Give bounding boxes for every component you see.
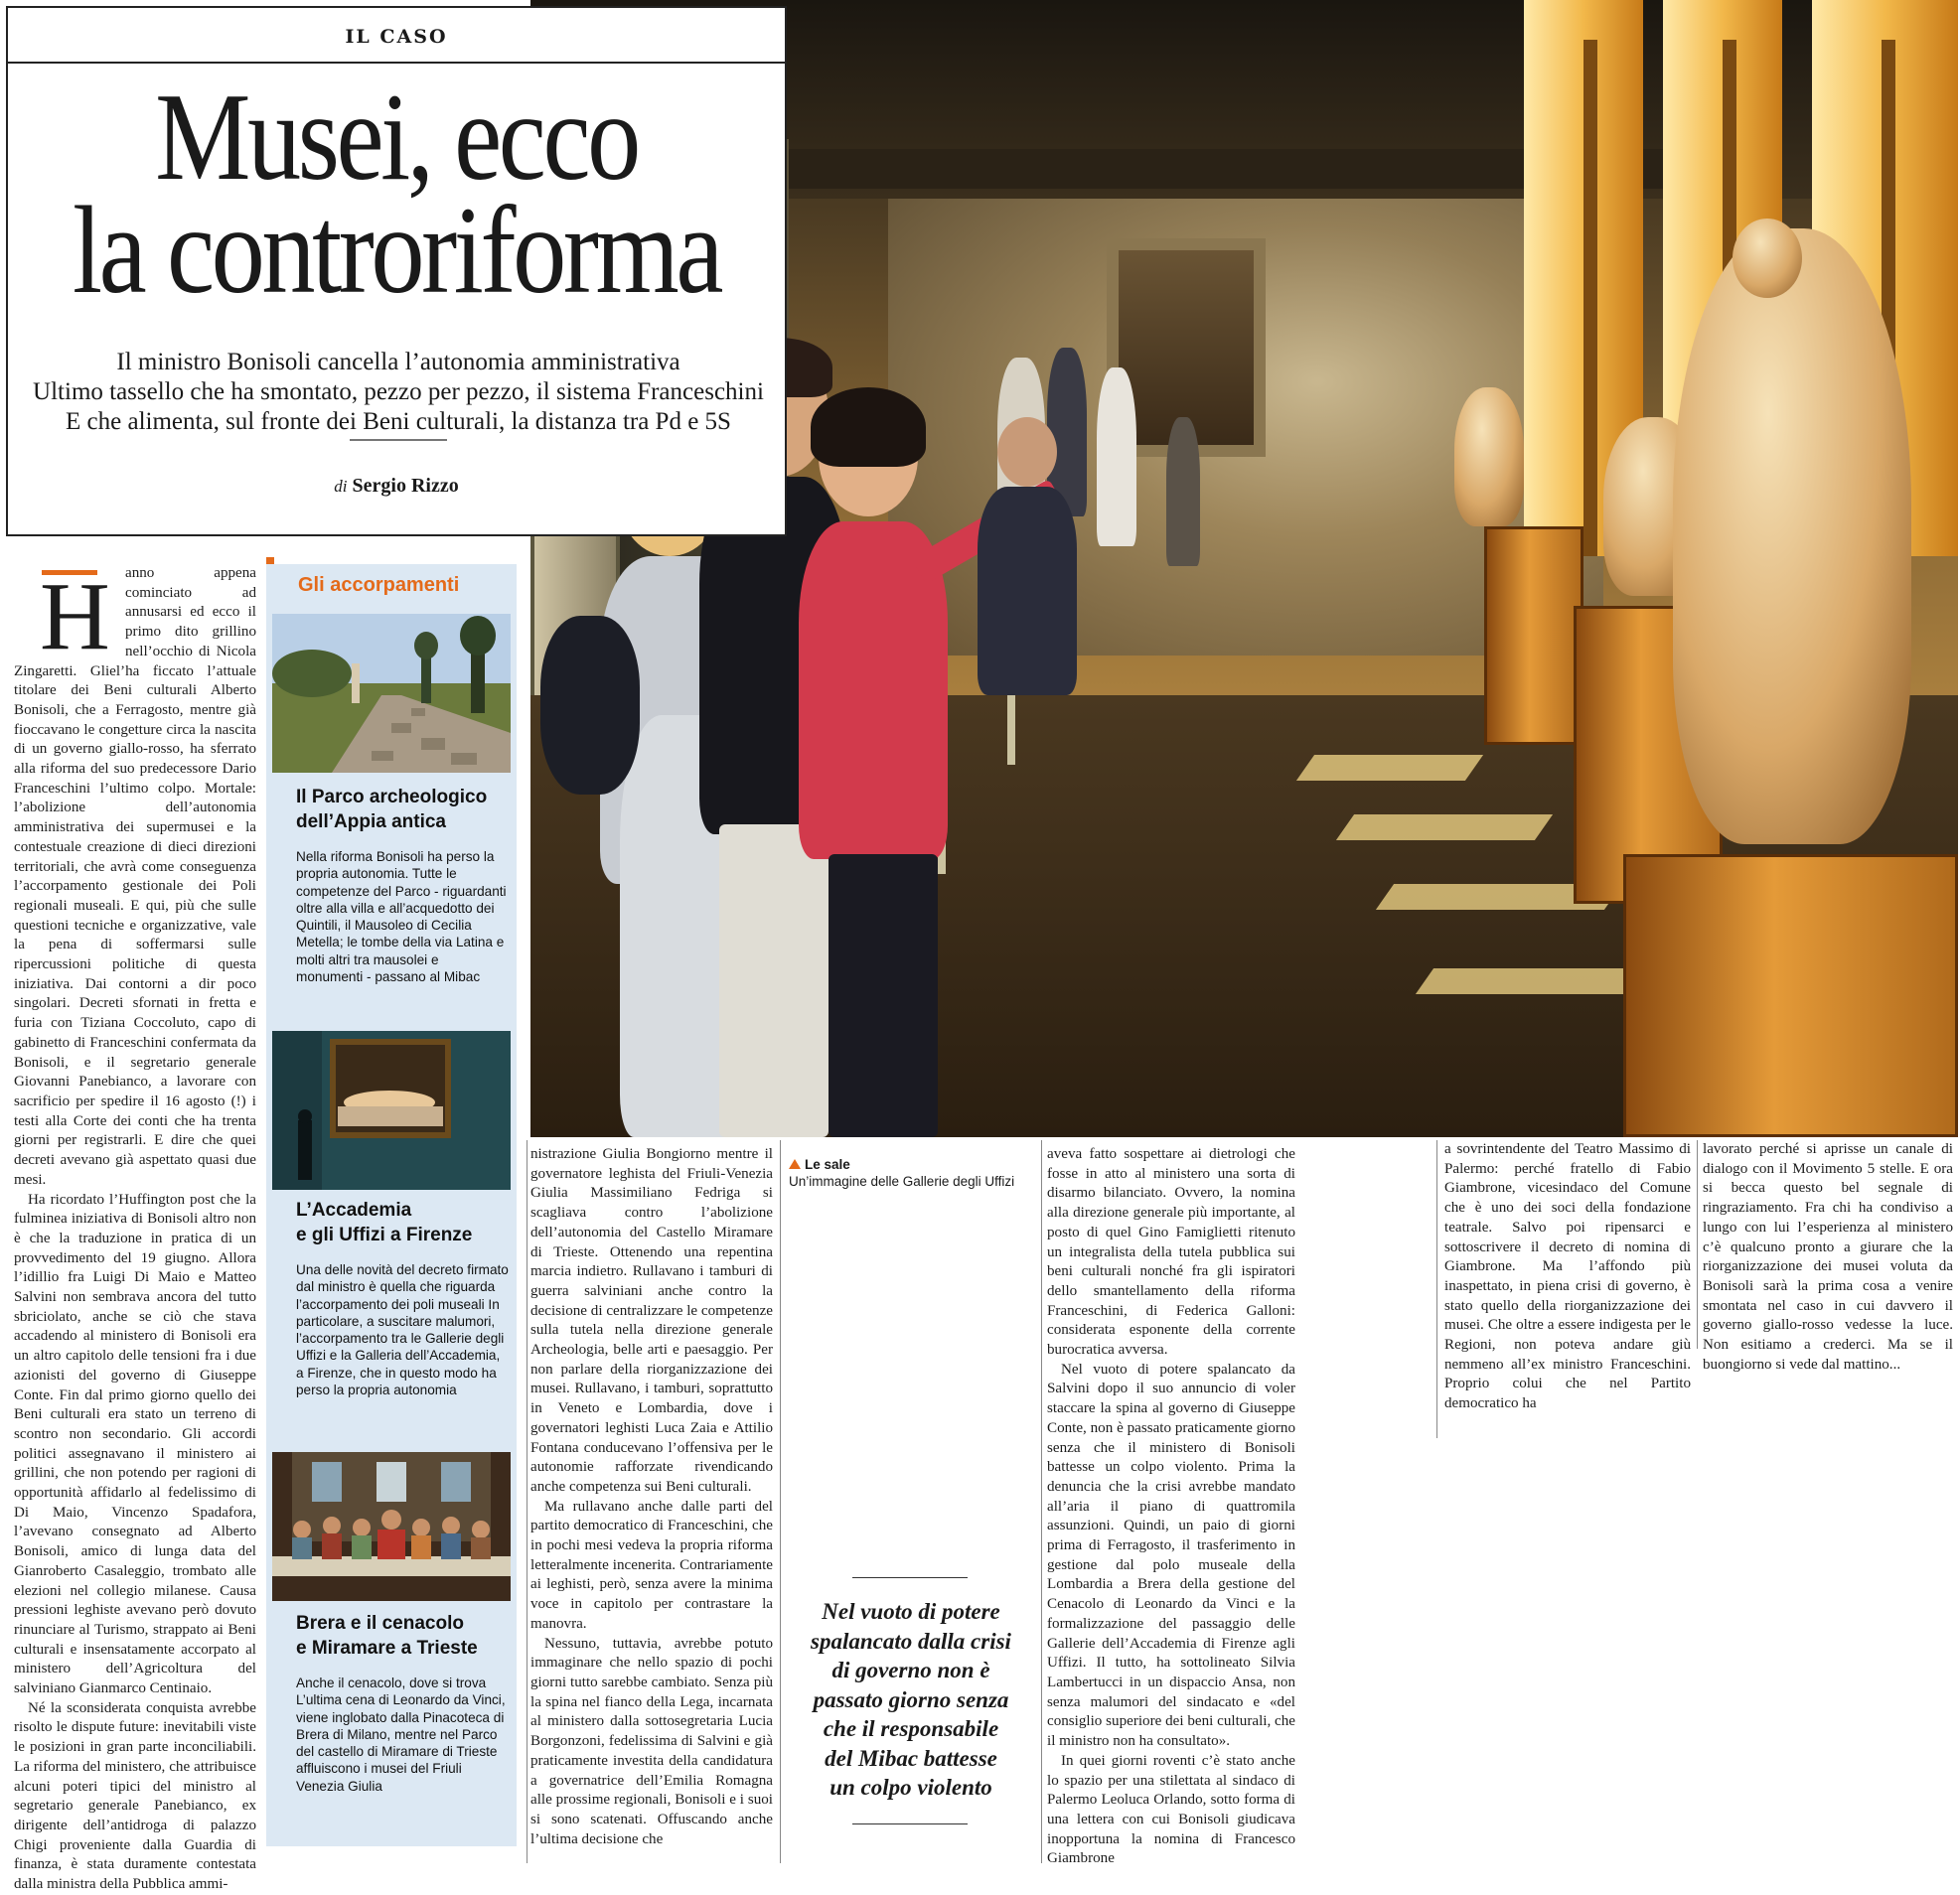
article-paragraph: a sovrintendente del Teatro Massimo di Palermo: perché fratello di Fabio Giambrone, vicesindaco del Comune che è uno dei soci della fondazione teatrale. Salvo poi ripensarci e sottoscrivere il decreto di nomina di Giambrone. Ma l’affondo più inaspettato, in piena crisi di governo, è stato quello della riorganizzazione dei musei. Che oltre a essere indigesta per le Regioni, non poteva andare giù nemmeno all’ex ministro Franceschini. Proprio colui che nel Partito democratico ha — [1444, 1141, 1691, 1412]
sidebar-box — [266, 564, 517, 1846]
article-column-2 — [530, 1145, 773, 1862]
photo-statue-seated — [1673, 228, 1911, 844]
article-paragraph: lavorato perché si aprisse un canale di dialogo con il Movimento 5 stelle. E ora si becca questo bel segnale di ringraziamento. Fra chi ha condiviso a lungo con lui l’esperienza al ministero c’è qualcuno pronto a giurare che la riorganizzazione dei musei voluta da Bonisoli sarà la prima cosa a venire smontata nel caso in cui davvero il governo giallo-rosso vedesse la luce. Non esitiamo a crederci. Ma se il buongiorno si vede dal mattino... — [1703, 1141, 1953, 1373]
pullquote-line: che il responsabile — [823, 1716, 999, 1741]
section-rule — [8, 62, 785, 64]
photo-sun-stripe — [1336, 814, 1553, 840]
article-paragraph: In quei giorni roventi c’è stato anche lo spazio per una stilettata al sindaco di Palermo Leoluca Orlando, sotto forma di una lettera con cui Bonisoli giudicava inopportuna la nomina di Francesco Giambrone — [1047, 1752, 1295, 1867]
photo-caption — [789, 1156, 1017, 1190]
caption-label: Le sale — [805, 1157, 850, 1172]
subheadline-line: Ultimo tassello che ha smontato, pezzo per pezzo, il sistema Franceschini — [33, 378, 764, 405]
caption-text: Un’immagine delle Gallerie degli Uffizi — [789, 1174, 1015, 1189]
headline-line: la controriforma — [72, 182, 720, 320]
byline-prefix: di — [334, 477, 348, 496]
pullquote-line: passato giorno senza — [813, 1686, 1009, 1712]
photo-statue-head — [1733, 219, 1802, 298]
article-paragraph: Nessuno, tuttavia, avrebbe potuto immaginare che nello spazio di pochi giorni tutto sarebbe cambiato. Senza più la spina nel fianco della Lega, incarnata al ministero dalla sottosegretaria Lucia Borgonzoni, fedelissima di Salvini e già praticamente investita della candidatura a governatrice dell’Emilia Romagna alle prossime regionali, Bonisoli e i suoi si sono scatenati. Offuscando anche l’ultima decisione che — [530, 1635, 773, 1847]
article-column-5 — [1703, 1140, 1953, 1418]
byline — [8, 475, 785, 498]
sidebar-item-text: Nella riforma Bonisoli ha perso la propria autonomia. Tutte le competenze del Parco - riguardanti oltre alla villa e all’acquedotto dei Quintili, il Mausoleo di Cecilia Metella; le tombe della via Latina e molti altri tra mausolei e monumenti - passano al Mibac — [296, 849, 507, 985]
photo-statue-small — [1454, 387, 1524, 526]
pullquote — [785, 1597, 1037, 1803]
caption-triangle-icon — [789, 1159, 801, 1169]
uffizi-painting-photo — [272, 1031, 511, 1190]
sidebar-item-heading — [296, 785, 507, 834]
article-column-1 — [14, 563, 256, 1893]
headline-line: Musei, ecco — [155, 69, 638, 207]
article-paragraph: aveva fatto sospettare ai dietrologi che fosse in atto al ministero una sorta di disarmo bilanciato. Ovvero, la nomina alla direzione generale più importante, al posto di quel Gino Famiglietti ritenuto un integralista della tutela pubblica sui beni culturali nonché fra gli ispiratori dello smantellamento della riforma Franceschini, di Federica Galloni: considerata esponente della corrente burocratica avversa. — [1047, 1146, 1295, 1359]
photo-visitor — [1097, 367, 1136, 546]
article-column-4 — [1444, 1140, 1691, 1412]
sidebar-item-text: Una delle novità del decreto firmato dal ministro è quella che riguarda l’accorpamento dei poli museali In particolare, a suscitare malumori, l’accorpamento tra le Gallerie degli Uffizi e la Galleria dell’Accademia, a Firenze, che in questo modo ha perso la propria autonomia — [296, 1262, 509, 1398]
article-paragraph: Ha ricordato l’Huffington post che la fulminea iniziativa di Bonisoli altro non è che la traduzione in pratica di un provvedimento del 19 giugno. Allora l’idillio fra Luigi Di Maio e Matteo Salvini non sembrava ancora del tutto sbriciolato, anche se ciò che stava accadendo al ministero di Bonisoli era un altro capitolo delle tensioni fra i due azionisti del governo di Giuseppe Conte. Fin dal primo giorno quello dei Beni culturali era stato un terreno di scontro non secondario. Gli accordi politici assegnavano il ministero ai grillini, che non potendo per ragioni di opportunità affidarlo al fedelissimo di Di Maio, Vincenzo Spadafora, l’avevano consegnato ad Alberto Bonisoli, amico di lunga data del Gianroberto Casaleggio, trombato alle elezioni nel collegio milanese. Causa pressioni leghiste avevano però dovuto rinunciare al Turismo, strappato ai Beni culturali e insensatamente accorpato al ministero dell’Agricoltura del salviniano Gianmarco Centinaio. — [14, 1191, 256, 1697]
sidebar-item-text: Anche il cenacolo, dove si trova L’ultima cena di Leonardo da Vinci, viene inglobato dalla Pinacoteca di Brera di Milano, mentre nel Parco del castello di Miramare di Trieste affluiscono i musei del Friuli Venezia Giulia — [296, 1676, 506, 1794]
sidebar-heading-line: Brera e il cenacolo — [296, 1613, 464, 1634]
last-supper-photo — [272, 1452, 511, 1601]
sidebar-item-heading — [296, 1198, 507, 1247]
sidebar-heading-line: L’Accademia — [296, 1200, 412, 1221]
subheadline-line: Il ministro Bonisoli cancella l’autonomia amministrativa — [116, 349, 680, 375]
photo-sun-stripe — [1296, 755, 1483, 781]
pullquote-line: di governo non è — [831, 1658, 990, 1682]
article-paragraph: Ma rullavano anche dalle parti del partito democratico di Franceschini, che in pochi mesi vedeva la propria riforma letteralmente incenerita. Contrariamente ai leghisti, però, senza avere la minima voce in capitolo per contrastare la manovra. — [530, 1498, 773, 1632]
pullquote-line: un colpo violento — [829, 1775, 992, 1800]
headline — [63, 69, 731, 320]
photo-pedestal — [1623, 854, 1958, 1137]
article-column-3 — [1047, 1145, 1295, 1867]
column-rule — [527, 1140, 528, 1863]
appia-antica-photo — [272, 614, 511, 773]
section-label: IL CASO — [345, 26, 448, 48]
photo-window-frame — [1583, 40, 1597, 556]
photo-visitor — [1166, 417, 1200, 566]
article-paragraph: Né la sconsiderata conquista avrebbe risolto le dispute future: inevitabili viste le posizioni in gran parte inconciliabili. La riforma del ministero, che attribuisce alcuni poteri tipici del ministro al segretario generale Panebianco, ex dirigente dell’antidroga di palazzo Chigi proveniente dalla Guardia di finanza, è stata duramente contestata dalla ministra della Pubblica ammi- — [14, 1699, 256, 1893]
column-rule — [1041, 1140, 1042, 1863]
column-rule — [1436, 1140, 1437, 1438]
sidebar-heading-line: dell’Appia antica — [296, 811, 446, 832]
article-paragraph: nistrazione Giulia Bongiorno mentre il governatore leghista del Friuli-Venezia Giulia Massimiliano Fedriga si scagliava contro l’abolizione dell’autonomia del Castello Miramare di Trieste. Ottenendo una repentina marcia indietro. Rullavano i tamburi di guerra salviniani anche contro la decisione di centralizzare le competenze sulla tutela nella direzione generale Archeologia, belle arti e paesaggio. Per non parlare della riorganizzazione dei musei. Rullavano, i tamburi, soprattutto in Veneto e Lombardia, dove i governatori leghisti Luca Zaia e Attilio Fontana conducevano l’offensiva per le autonomie rafforzate rivendicando anche competenza sui Beni culturali. — [530, 1146, 773, 1495]
sidebar-heading-line: e gli Uffizi a Firenze — [296, 1225, 473, 1245]
drop-cap: H — [40, 563, 110, 670]
pullquote-line: del Mibac battesse — [825, 1745, 997, 1771]
subheadline-line: E che alimenta, sul fronte dei Beni culturali, la distanza tra Pd e 5S — [66, 408, 731, 435]
photo-pedestal — [1484, 526, 1583, 745]
sidebar-heading-line: Il Parco archeologico — [296, 787, 488, 807]
sidebar-item-heading — [296, 1611, 507, 1661]
sidebar-title: Gli accorpamenti — [298, 574, 460, 596]
column-rule — [780, 1140, 781, 1863]
pullquote-line: Nel vuoto di potere — [822, 1599, 1000, 1624]
pullquote-line: spalancato dalla crisi — [811, 1628, 1011, 1654]
sidebar-heading-line: e Miramare a Trieste — [296, 1638, 478, 1659]
byline-rule — [350, 439, 447, 441]
article-paragraph: anno appena cominciato ad annusarsi ed ecco il primo dito grillino nell’occhio di Nicola Zingaretti. Gliel’ha ficcato l’attuale titolare dei Beni culturali Alberto Bonisoli, che a Ferragosto, mentre già fioccavano le congetture circa la nascita di un governo giallo-rosso, ha sferrato alla riforma del suo predecessore Dario Franceschini l’ultimo colpo. Mortale: l’abolizione dell’autonomia amministrativa dei supermusei e la contestuale creazione di dieci direzioni territoriali, che avrà come conseguenza l’accorpamento gestionale dei Poli regionali museali. E qui, più che sulle questioni tecniche e organizzative, vale la pena di soffermarsi sulle ripercussioni politiche di questa iniziativa. Dai contorni a dir poco singolari. Decreti sfornati in fretta e furia con Tiziana Coccoluto, capo di gabinetto di Franceschini confermata da Bonisoli, e il segretario generale Giovanni Panebianco, a lavorare con sacrificio per spedire il 16 agosto (!) i testi alla Corte dei conti che ha trenta giorni per registrarli. E dire che quei decreti avevano già aspettato quasi due mesi. — [14, 565, 256, 1188]
article-paragraph: Nel vuoto di potere spalancato da Salvini dopo il suo annuncio di voler staccare la spina al governo di Giuseppe Conte, non è passato praticamente giorno senza che il ministero di Bonisoli battesse un colpo violento. Prima la denuncia che la crisi avrebbe mandato all’aria il piano di quattromila assunzioni. Quindi, un paio di giorni prima di Ferragosto, il trasferimento in gestione dal polo museale della Lombardia a Brera della gestione del Cenacolo di Leonardo da Vinci e la formalizzazione del passaggio delle Gallerie dell’Accademia di Firenze agli Uffizi. Il tutto, ha sottolineato Silvia Lambertucci in un dispaccio Ansa, non senza malumori del sindacato e «del consiglio superiore dei beni culturali, che il ministro non ha consultato». — [1047, 1361, 1295, 1750]
headline-box — [6, 6, 787, 536]
column-rule — [1697, 1140, 1698, 1349]
subheadline — [28, 348, 769, 437]
byline-author: Sergio Rizzo — [352, 475, 459, 497]
pullquote-rule — [852, 1577, 968, 1578]
pullquote-rule — [852, 1823, 968, 1824]
